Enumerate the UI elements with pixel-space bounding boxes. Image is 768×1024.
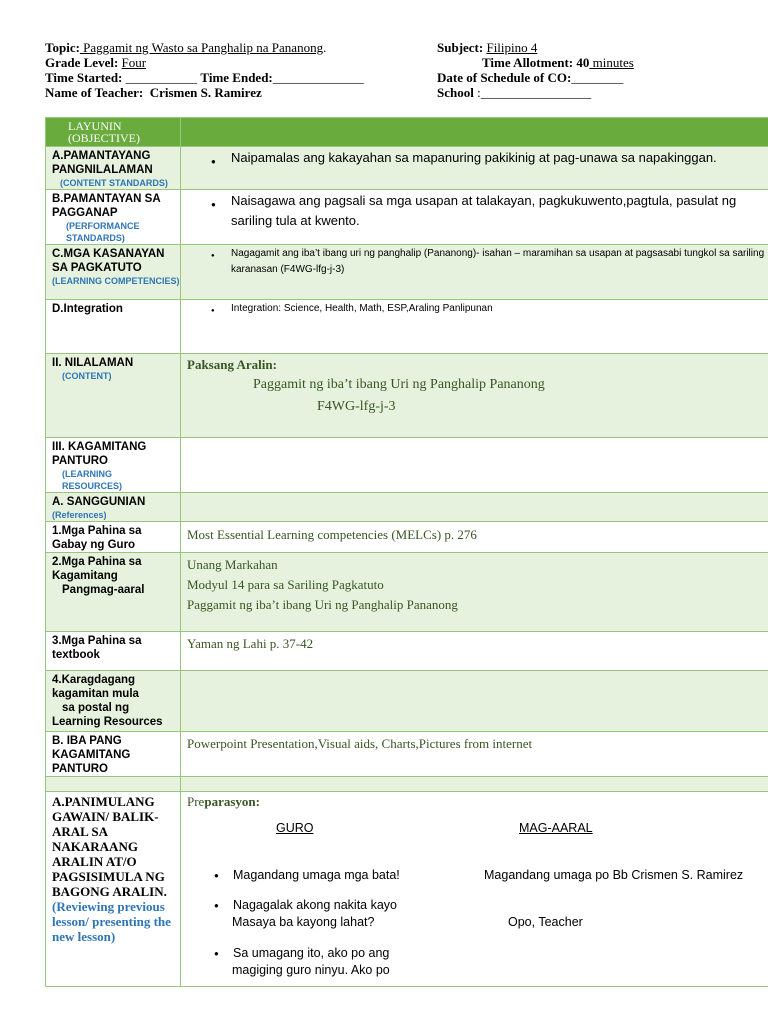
content-standards-text: ● Naipamalas ang kakayahan sa mapanuring pakikinig at pag-unawa sa napakinggan. — [181, 147, 768, 168]
content-cell — [181, 354, 768, 438]
row-spacer — [46, 777, 768, 792]
label-other-materials — [46, 732, 181, 777]
other-materials-label: B. IBA PANG KAGAMITANG PANTURO — [52, 735, 131, 775]
guro-pages-text: Most Essential Learning competencies (MELCs) p. 276 — [187, 527, 477, 542]
time-allotment-unit: minutes — [589, 55, 634, 70]
learner-pages-label-1: 2.Mga Pahina sa Kagamitang — [52, 556, 142, 582]
learning-competencies-label: C.MGA KASANAYAN SA PAGKATUTO — [52, 248, 165, 274]
additional-materials-cell — [181, 671, 768, 732]
additional-materials-label-3: Learning Resources — [52, 716, 163, 728]
textbook-pages-cell — [181, 632, 768, 671]
references-cell — [181, 493, 768, 522]
magaaral-line-2: Opo, Teacher — [508, 915, 583, 929]
row-textbook-pages — [46, 632, 768, 671]
procedure-sub: (Reviewing previous lesson/ presenting the new lesson) — [52, 899, 171, 944]
content-standards-sub: (CONTENT STANDARDS) — [60, 178, 168, 188]
label-content — [46, 354, 181, 438]
content-sub: (CONTENT) — [62, 371, 112, 381]
row-learning-competencies — [46, 245, 768, 300]
topic-label: Topic: — [45, 40, 80, 55]
date-blank: ________ — [571, 70, 624, 85]
learner-pages-cell — [181, 553, 768, 632]
label-integration — [46, 300, 181, 354]
row-procedure — [46, 792, 768, 987]
label-learning-competencies — [46, 245, 181, 300]
other-materials-cell — [181, 732, 768, 777]
paksang-aralin-label: Paksang Aralin: — [187, 357, 277, 372]
date-label: Date of Schedule of CO: — [437, 70, 572, 85]
row-learning-resources — [46, 438, 768, 493]
row-other-materials — [46, 732, 768, 777]
row-content — [46, 354, 768, 438]
time-ended-blank: ______________ — [272, 70, 364, 85]
integration-text: ● Integration: Science, Health, Math, ESP,Araling Panlipunan — [181, 300, 768, 317]
learning-competencies-cell — [181, 245, 768, 300]
topic-value: Paggamit ng Wasto sa Panghalip na Pananong — [79, 40, 324, 55]
references-sub: (References) — [52, 510, 107, 520]
guro-pages-cell — [181, 522, 768, 553]
row-guro-pages — [46, 522, 768, 553]
label-additional-materials — [46, 671, 181, 732]
grade-label: Grade Level: — [45, 55, 119, 70]
content-standards-cell — [181, 147, 768, 190]
grade-line — [45, 55, 146, 70]
learning-competencies-text: ● Nagagamit ang iba’t ibang uri ng panghalip (Pananong)- isahan – maramihan sa usapan at pagsasabi tungkol sa sariling karanasan (F4WG-lfg-j-3) — [181, 245, 768, 278]
guro-line-3b: magiging guro ninyu. Ako po — [232, 963, 390, 977]
magaaral-column-heading: MAG-AARAL — [519, 821, 593, 835]
topic-dot: . — [323, 40, 327, 55]
performance-standards-cell — [181, 190, 768, 245]
objective-header-line2: (OBJECTIVE) — [68, 131, 140, 145]
topic-line — [45, 40, 326, 55]
textbook-pages-text: Yaman ng Lahi p. 37-42 — [187, 636, 314, 651]
learner-pages-text-1: Unang Markahan — [187, 557, 278, 572]
time-started-blank: ___________ — [125, 70, 198, 85]
row-content-standards — [46, 147, 768, 190]
time-started-label: Time Started: — [45, 70, 123, 85]
label-learner-pages — [46, 553, 181, 632]
label-guro-pages — [46, 522, 181, 553]
guro-line-3a: ● Sa umagang ito, ako po ang — [233, 945, 389, 962]
label-content-standards — [46, 147, 181, 190]
objective-header-row — [46, 118, 768, 147]
subject-line — [437, 40, 537, 55]
row-learner-pages — [46, 553, 768, 632]
other-materials-text: Powerpoint Presentation,Visual aids, Charts,Pictures from internet — [187, 736, 533, 751]
content-standards-label: A.PAMANTAYANG PANGNILALAMAN — [52, 150, 153, 176]
label-learning-resources — [46, 438, 181, 493]
preparasyon-part-1: Pre — [187, 794, 205, 809]
spacer-right — [181, 777, 768, 792]
lesson-title: Paggamit ng iba’t ibang Uri ng Panghalip Pananong — [253, 377, 545, 392]
subject-label: Subject: — [437, 40, 484, 55]
guro-column-heading: GURO — [276, 821, 314, 835]
time-ended-label: Time Ended: — [200, 70, 273, 85]
spacer-left — [46, 777, 181, 792]
teacher-line — [45, 85, 262, 100]
school-blank: :_________________ — [477, 85, 592, 100]
learning-resources-sub: (LEARNING RESOURCES) — [62, 469, 123, 491]
preparasyon-part-2: parasyon — [204, 794, 256, 809]
subject-value: Filipino 4 — [486, 40, 538, 55]
learner-pages-label-2: Pangmag-aaral — [62, 584, 145, 596]
guro-line-2a: ● Nagagalak akong nakita kayo — [233, 897, 397, 914]
content-label: II. NILALAMAN — [52, 357, 134, 369]
time-allotment-value: 40 — [576, 55, 590, 70]
school-label: School — [437, 85, 474, 100]
time-allotment-line — [482, 55, 634, 70]
time-allotment-label: Time Allotment: — [482, 55, 574, 70]
learning-resources-label: III. KAGAMITANG PANTURO — [52, 441, 147, 467]
guro-line-2b: Masaya ba kayong lahat? — [232, 915, 375, 929]
teacher-value: Crismen S. Ramirez — [149, 85, 262, 100]
references-label: A. SANGGUNIAN — [52, 496, 146, 508]
label-performance-standards — [46, 190, 181, 245]
lesson-code: F4WG-lfg-j-3 — [317, 399, 396, 414]
teacher-label: Name of Teacher: — [45, 85, 144, 100]
learner-pages-text-3: Paggamit ng iba’t ibang Uri ng Panghalip Pananong — [187, 597, 458, 612]
performance-standards-sub: (PERFORMANCE STANDARDS) — [66, 221, 140, 243]
preparasyon-label — [181, 792, 768, 812]
objective-header-blank — [181, 118, 768, 147]
label-procedure — [46, 792, 181, 987]
row-additional-materials — [46, 671, 768, 732]
time-started-line — [45, 70, 364, 85]
lesson-plan-table — [45, 117, 768, 987]
school-line — [437, 85, 591, 100]
label-references — [46, 493, 181, 522]
procedure-label: A.PANIMULANG GAWAIN/ BALIK-ARAL SA NAKARAANG ARALIN AT/O PAGSISIMULA NG BAGONG ARALIN. — [52, 794, 167, 899]
additional-materials-label-2: sa postal ng — [62, 702, 130, 714]
learning-resources-cell — [181, 438, 768, 493]
guro-line-1: ● Magandang umaga mga bata! — [233, 867, 400, 884]
integration-label: D.Integration — [52, 303, 123, 315]
learner-pages-text-2: Modyul 14 para sa Sariling Pagkatuto — [187, 577, 384, 592]
grade-value: Four — [121, 55, 147, 70]
performance-standards-text: ● Naisagawa ang pagsali sa mga usapan at talakayan, pagkukuwento,pagtula, pasulat ng sariling tula at kwento. — [181, 190, 768, 231]
guro-pages-label: 1.Mga Pahina sa Gabay ng Guro — [52, 525, 142, 551]
row-integration — [46, 300, 768, 354]
preparasyon-part-3: : — [255, 794, 260, 809]
magaaral-line-1: Magandang umaga po Bb Crismen S. Ramirez — [484, 868, 744, 882]
additional-materials-label-1: 4.Karagdagang kagamitan mula — [52, 674, 139, 700]
date-line — [437, 70, 623, 85]
performance-standards-label: B.PAMANTAYAN SA PAGGANAP — [52, 193, 161, 219]
objective-header-cell — [46, 118, 181, 147]
row-performance-standards — [46, 190, 768, 245]
row-references — [46, 493, 768, 522]
label-textbook-pages — [46, 632, 181, 671]
learning-competencies-sub: (LEARNING COMPETENCIES) — [52, 276, 180, 286]
textbook-pages-label: 3.Mga Pahina sa textbook — [52, 635, 142, 661]
integration-cell — [181, 300, 768, 354]
objective-header-line1: LAYUNIN — [68, 119, 122, 133]
